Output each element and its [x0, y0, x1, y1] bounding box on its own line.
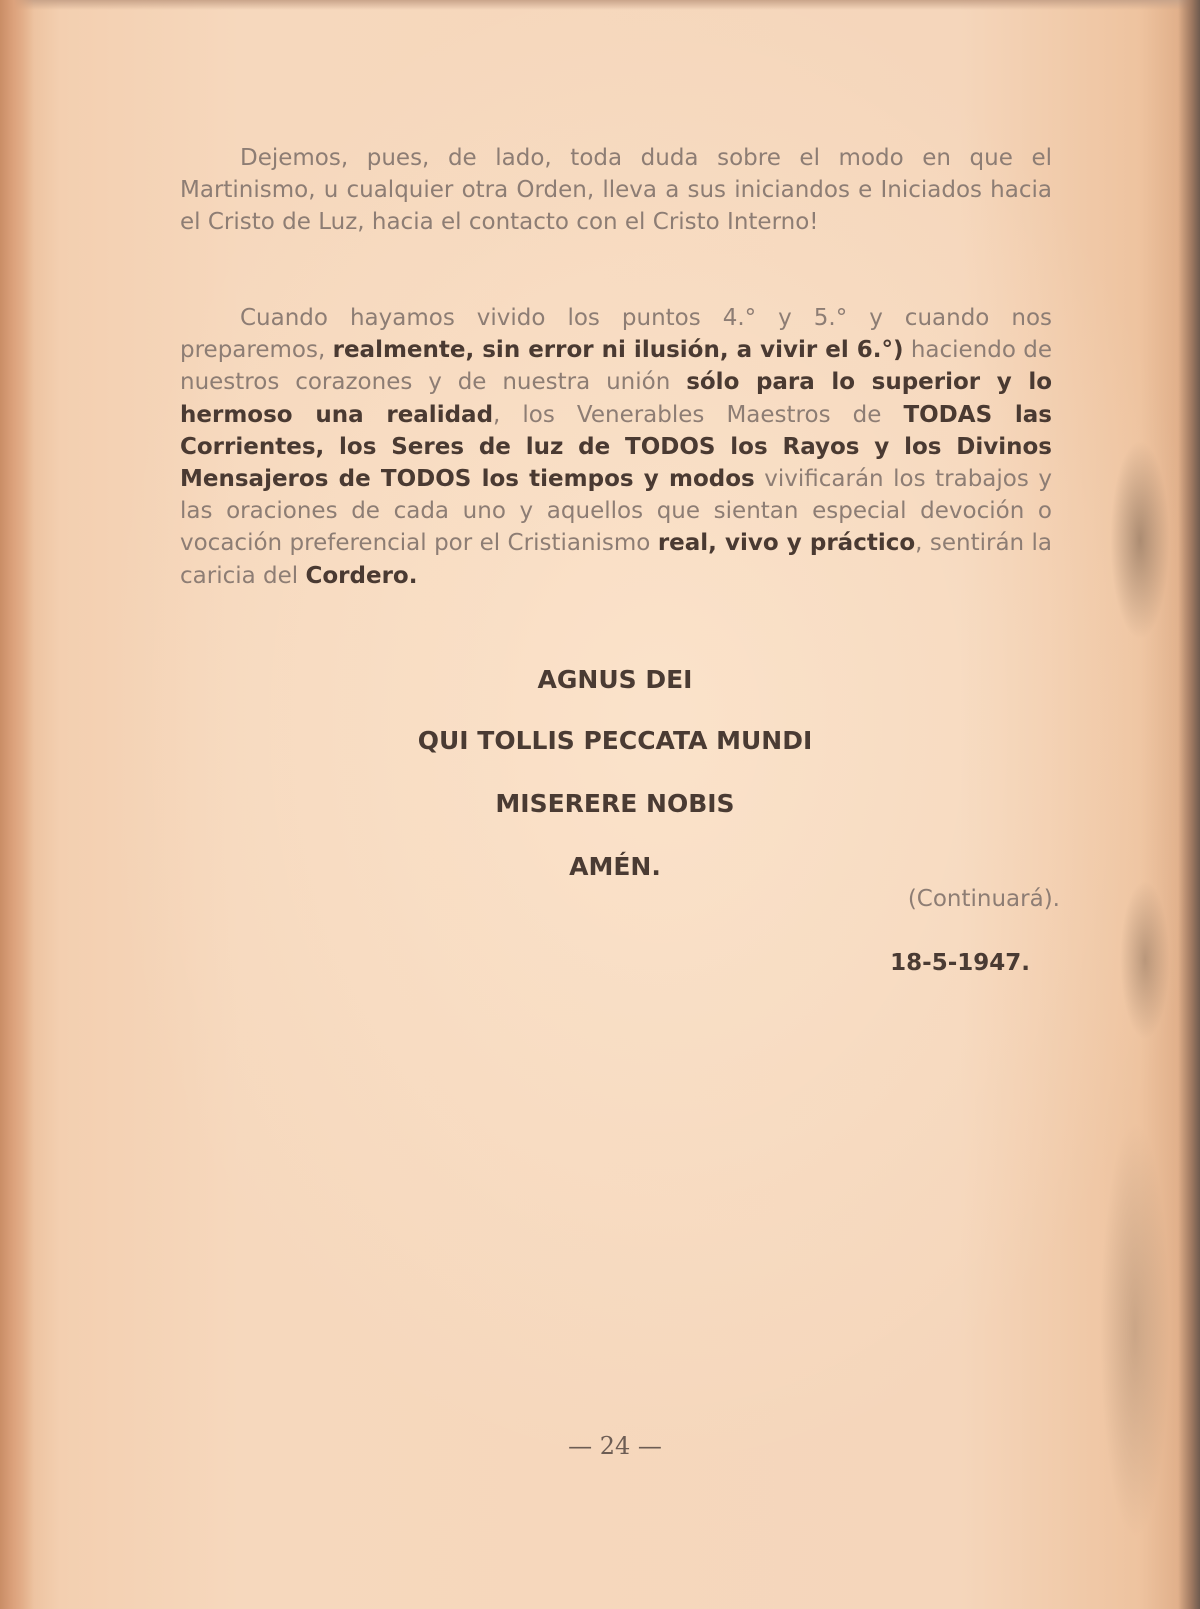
stain-mark [1120, 880, 1170, 1040]
paragraph-bold-text: realmente, sin error ni ilusión, a vivir el 6.°) [332, 337, 904, 364]
paragraph-bold-text: sólo para lo superior y lo hermoso una realidad [180, 369, 1052, 428]
invocation-line-1: AGNUS DEI [537, 665, 693, 694]
paragraph-text: , sentirán la caricia del [180, 530, 1053, 589]
paragraph-intro [180, 142, 1052, 239]
continuation-note: (Continuará). [907, 886, 1060, 912]
invocation-line-4: AMÉN. [569, 852, 661, 881]
paragraph-text: haciendo de nuestros corazones y de nuestra unión [180, 337, 1053, 396]
invocation-line-2: QUI TOLLIS PECCATA MUNDI [417, 726, 813, 755]
invocation-line-3: MISERERE NOBIS [495, 789, 735, 818]
paragraph-text: , los Venerables Maestros de [493, 401, 882, 428]
paragraph-bold-text: TODAS las Corrientes, los Seres de luz de TODOS los Rayos y los Divinos Mensajeros de TODOS los tiempos y modos [180, 401, 1052, 493]
page-right-edge-shading [1178, 0, 1200, 1609]
page-left-edge-shading [0, 0, 34, 1609]
paragraph-intro-text: Dejemos, pues, de lado, toda duda sobre el modo en que el Martinismo, u cualquier otra Orden, lleva a sus iniciandos e Iniciados hacia el Cristo de Luz, hacia el contacto con el Cristo Interno! [180, 145, 1052, 236]
date-line: 18-5-1947. [890, 950, 1030, 976]
paragraph-main [180, 302, 1052, 592]
stain-mark [1100, 1120, 1170, 1540]
paragraph-bold-text: Cordero. [305, 562, 418, 589]
page-number: — 24 — [568, 1432, 662, 1460]
paragraph-text: vivificarán los trabajos y las oraciones de cada uno y aquellos que sientan especial devoción o vocación preferencial por el Cristianismo [180, 466, 1052, 557]
paragraph-text: Cuando hayamos vivido los puntos 4.° y 5.° y cuando nos preparemos, [180, 305, 1052, 364]
page-top-edge-shading [0, 0, 1200, 10]
paragraph-bold-text: real, vivo y práctico [657, 530, 916, 557]
stain-mark [1110, 440, 1170, 640]
